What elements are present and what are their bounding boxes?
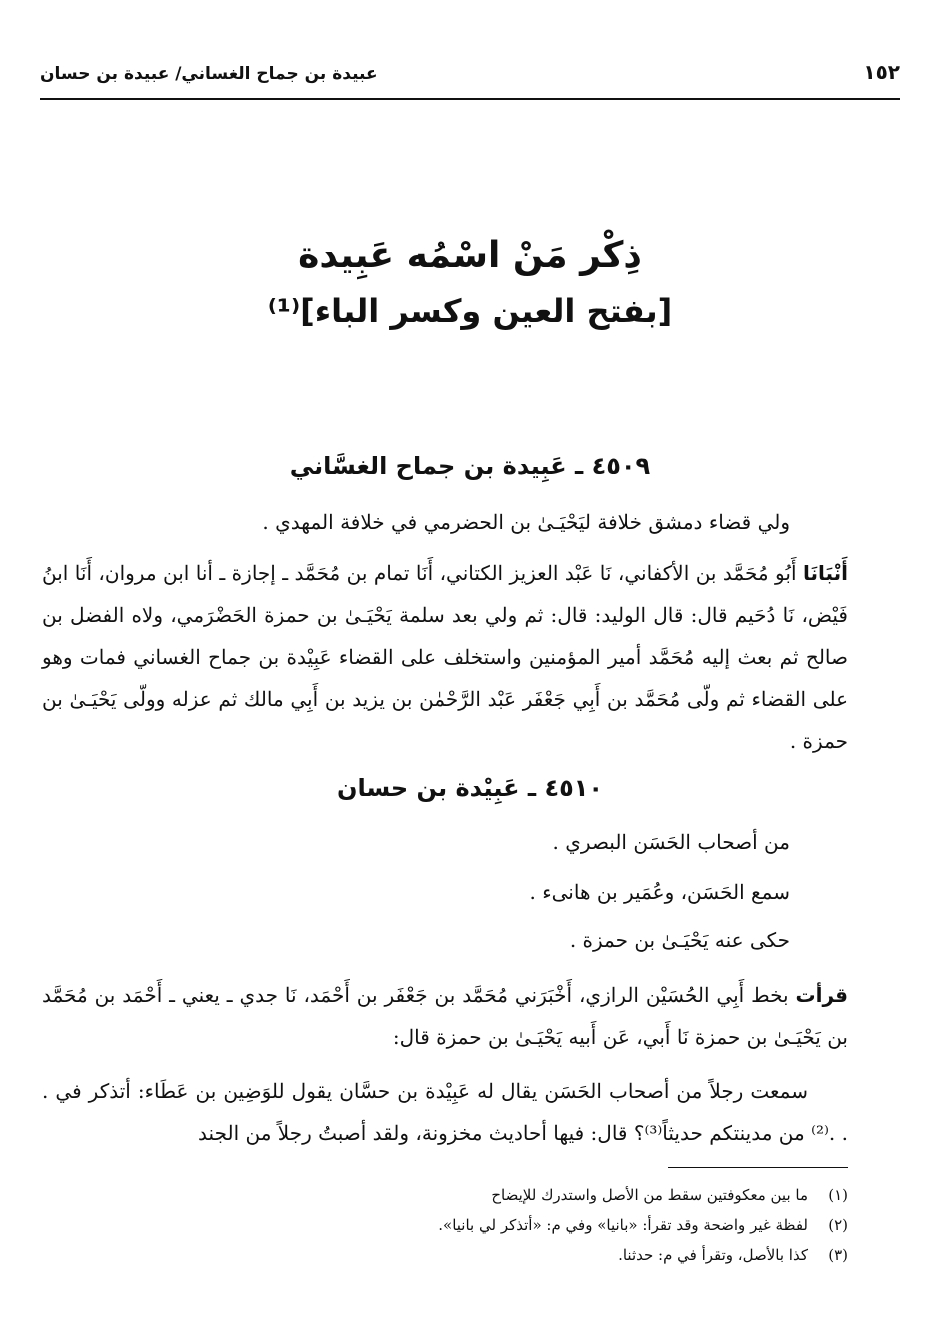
entry-4510-quote: سمعت رجلاً من أصحاب الحَسَن يقال له عَبِيْدة بن حسَّان يقول للوَضِين بن عَطَاء: أتذكر في . . .⁽²⁾ من مدينتكم حديثاً⁽³⁾؟ قال: فيها أحاديث مخزونة، ولقد أصبتُ رجلاً من الجند [42, 1079, 848, 1145]
footnote-3 [300, 1246, 848, 1264]
footnote-text: كذا بالأصل، وتقرأ في م: حدثنا. [618, 1246, 808, 1264]
page-number: ١٥٢ [863, 60, 900, 84]
footnote-rule [668, 1167, 848, 1168]
footnote-text: لفظة غير واضحة وقد تقرأ: «بانيا» وفي م: «أتذكر لي بانيا». [438, 1216, 808, 1234]
entry-4509-lead-word: أَنْبَانَا [802, 561, 848, 585]
chapter-title: ذِكْر مَنْ اسْمُه عَبِيدة [298, 235, 642, 276]
footnote-2 [300, 1216, 848, 1234]
footnote-number: (٢) [828, 1216, 848, 1234]
entry-4510-line-3: حكى عنه يَحْيَـىٰ بن حمزة . [569, 928, 790, 952]
entry-4510-paragraph-text: بخط أَبِي الحُسَيْن الرازي، أَخْبَرَني مُحَمَّد بن جَعْفَر بن أَحْمَد، نَا جدي ـ يعني ـ أَحْمَد بن مُحَمَّد بن يَحْيَـىٰ بن حمزة نَا أَبي، عَن أَبيه يَحْيَـىٰ بن حمزة قال: [42, 983, 848, 1049]
entry-4510-paragraph [42, 974, 848, 1058]
entry-4510-lead-word: قرأت [795, 983, 848, 1007]
entry-heading-4510: ٤٥١٠ ـ عَبِيْدة بن حسان [336, 774, 604, 802]
running-title: عبيدة بن جماح الغساني/ عبيدة بن حسان [40, 64, 378, 84]
entry-4510-line-1: من أصحاب الحَسَن البصري . [552, 830, 790, 854]
footnote-1 [300, 1186, 848, 1204]
entry-4510-line-2: سمع الحَسَن، وعُمَير بن هانىء . [529, 880, 790, 904]
footnote-number: (٣) [828, 1246, 848, 1264]
chapter-subtitle: [بفتح العين وكسر الباء]⁽¹⁾ [267, 292, 673, 330]
footnote-text: ما بين معكوفتين سقط من الأصل واستدرك للإيضاح [491, 1186, 808, 1204]
footnote-number: (١) [828, 1186, 848, 1204]
entry-4509-paragraph-text: أَبُو مُحَمَّد بن الأكفاني، نَا عَبْد العزيز الكتاني، أَنَا تمام بن مُحَمَّد ـ إجازة ـ أنا ابن مروان، أَنَا ابنُ فَيْض، نَا دُحَيم قال: قال الوليد: قال: ثم ولي بعد سلمة يَحْيَـىٰ بن حمزة الحَضْرَمي، ولاه الفضل بن صالح ثم بعث إليه مُحَمَّد أمير المؤمنين واستخلف على القضاء عَبِيْدة بن جماح الغساني فمات وهو على القضاء ثم ولّى مُحَمَّد بن أَبِي جَعْفَر عَبْد الرَّحْمٰن بن يزيد بن أَبِي مالك ثم عزله وولّى يَحْيَـىٰ بن حمزة . [42, 561, 848, 753]
entry-4509-paragraph [42, 552, 848, 762]
running-header [40, 58, 900, 100]
entry-4509-line: ولي قضاء دمشق خلافة ليَحْيَـىٰ بن الحضرمي في خلافة المهدي . [262, 510, 790, 534]
entry-heading-4509: ٤٥٠٩ ـ عَبِيدة بن جماح الغسَّاني [289, 452, 651, 480]
